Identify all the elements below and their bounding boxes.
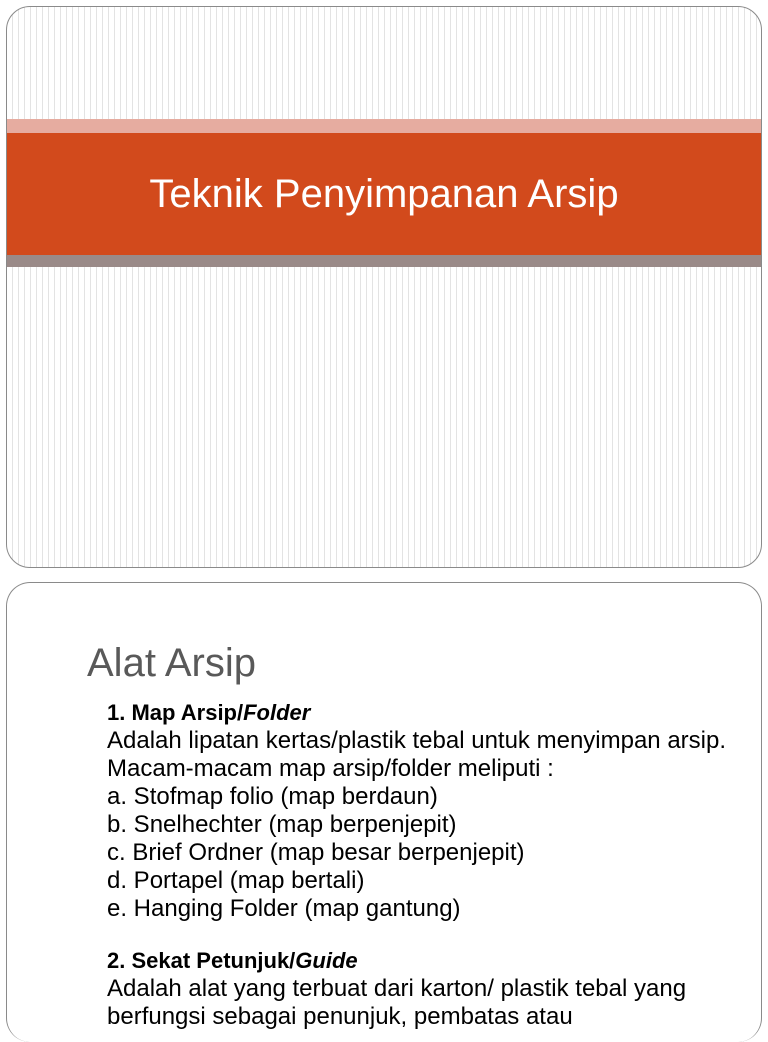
item-1-italic-label: Folder bbox=[243, 700, 311, 725]
item-1-heading bbox=[107, 699, 747, 727]
item-1-description: Adalah lipatan kertas/plastik tebal untuk menyimpan arsip. Macam-macam map arsip/folder meliputi : bbox=[107, 727, 727, 782]
list-item: d. Portapel (map bertali) bbox=[107, 867, 365, 894]
slide-body bbox=[107, 699, 747, 1031]
item-2-description: Adalah alat yang terbuat dari karton/ plastik tebal yang berfungsi sebagai penunjuk, pembatas atau bbox=[107, 975, 687, 1030]
slide-title: Teknik Penyimpanan Arsip bbox=[149, 172, 619, 216]
item-2-heading bbox=[107, 947, 747, 975]
title-bar bbox=[7, 133, 761, 255]
list-item: b. Snelhechter (map berpenjepit) bbox=[107, 811, 457, 838]
title-slide bbox=[6, 6, 762, 568]
title-accent-band-top bbox=[7, 119, 761, 133]
title-accent-band-bottom bbox=[7, 255, 761, 267]
item-2-number-label: 2. Sekat Petunjuk/ bbox=[107, 948, 296, 973]
spacer bbox=[107, 923, 747, 947]
list-item: a. Stofmap folio (map berdaun) bbox=[107, 783, 438, 810]
list-item: c. Brief Ordner (map besar berpenjepit) bbox=[107, 839, 525, 866]
item-2-italic-label: Guide bbox=[295, 948, 358, 973]
list-item: e. Hanging Folder (map gantung) bbox=[107, 895, 461, 922]
slide-heading: Alat Arsip bbox=[87, 641, 256, 685]
content-slide bbox=[6, 582, 762, 1042]
item-1-number-label: 1. Map Arsip/ bbox=[107, 700, 244, 725]
